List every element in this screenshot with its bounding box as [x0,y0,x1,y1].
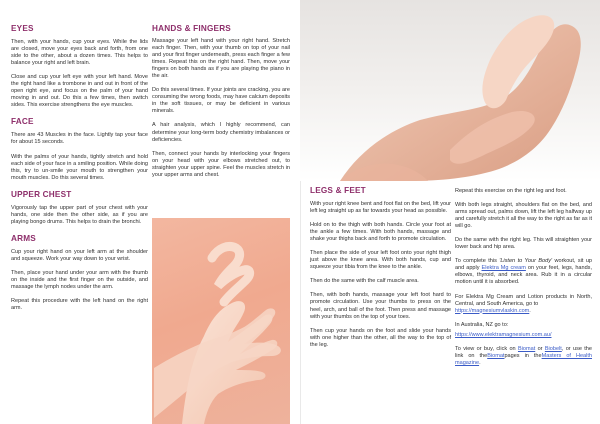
arms-paragraph-3: Repeat this procedure with the left hand on the right arm. [11,298,148,312]
col4-paragraph-2: With both legs straight, shoulders flat on the bed, and arms spread out, palms down, lift the left leg halfway up and carefully stretch it all the way to the right as far as it will go. [455,202,592,230]
biomat-link[interactable]: Biomat [517,345,536,352]
australia-url-link[interactable]: https://www.elektramagnesium.com.au/ [455,331,552,338]
elektra-mg-cream-link[interactable]: Elektra Mg cream [481,265,526,272]
legs-paragraph-2: Hold on to the thigh with both hands. Circle your foot at the ankle a few times. With both hands, massage and shake your thighs back and forth to promote circulation. [310,222,451,243]
hands-paragraph-3: A hair analysis, which I highly recommend, can determine your long-term body chemistry imbalances or deficiencies. [152,122,290,143]
col4-paragraph-1: Repeat this exercise on the right leg and foot. [455,188,567,194]
column-4 [455,188,592,367]
column-1 [11,0,148,312]
biobelt-link[interactable]: Biobelt [544,345,562,352]
feet-illustration [300,0,600,181]
eyes-paragraph-1: Then, with your hands, cup your eyes. While the lids are closed, move your eyes back and forth, from one side to the other, about a dozen times. This helps to balance your right and left brain. [11,39,148,67]
col4-paragraph-6: In Australia, NZ go to: [455,321,509,328]
arms-paragraph-2: Then, place your hand under your arm with the thumb on the inside and the first finger on the outside, and massage the lymph nodes under the arm. [11,269,148,291]
col4-paragraph-6-link [455,332,592,339]
hands-paragraph-1: Massage your left hand with your right hand. Stretch each finger. Then, with your thumb on top of your nail and your first finger underneath, press each finger a few times. Repeat this on the right hand. Then, move your fingers on both hands as if you are playing the piano in the air. [152,38,290,80]
col4-paragraph-4 [455,258,592,286]
text-span: , or use the link on the [455,345,592,359]
text-span: To view or buy, click on [455,345,518,352]
masters-of-health-link[interactable]: Masters of Health magazine [455,352,592,366]
col4-paragraph-5 [455,294,592,315]
legs-paragraph-3: Then place the side of your left foot onto your right thigh just above the knee area. With both hands, cup and squeeze your tibia from the knee to the ankle. [310,250,451,271]
legs-paragraph-5: Then, with both hands, massage your left foot hard to promote circulation. Use your thumbs to press on the heel, arch, and ball of the foot. Then press and massage with your thumbs on the top of your toes. [310,292,451,320]
hands-illustration [152,218,290,424]
text-span: workout, sit up and apply [455,258,593,272]
feet-photo [300,0,600,181]
col4-paragraph-3: Do the same with the right leg. This will straighten your lower back and hip area. [455,237,592,251]
column-2 [152,0,290,179]
upper-chest-paragraph: Vigorously tap the upper part of your chest with your hands, one side then the other side, as if you are playing bongo drums. This helps to drain the bronchi. [11,204,148,225]
workout-name: 'Listen to Your Body' [499,258,553,265]
hands-paragraph-4: Then, connect your hands by interlocking your fingers on your head with your elbows stretched out, to straighten your upper spine. Feel the muscles stretch in your upper arms and chest. [152,150,290,178]
column-3 [310,186,451,349]
face-heading: FACE [11,117,34,127]
text-span: To complete this [455,258,500,265]
legs-paragraph-6: Then cup your hands on the foot and slide your hands with one higher than the other, all the way to the top of the leg. [310,327,451,348]
face-paragraph-2: With the palms of your hands, tightly stretch and hold each side of your face in a smiling position. While doing this, try to un-smile your mouth to strengthen your mouth muscles. Do this several times. [11,153,148,181]
magnesium-url-link[interactable]: https://magnesiumvlaskin.com [455,307,530,314]
text-span: on your feet, legs, hands, elbows, thyroid, and neck area. Rub it in a circular motion until it is absorbed. [455,265,592,286]
hands-paragraph-2: Do this several times. If your joints are cracking, you are consuming the wrong foods, may have calcium deposits in the soft tissues, or may be deficient in various minerals. [152,87,290,115]
biomat-pages-link[interactable]: Biomat [487,352,505,359]
eyes-heading: EYES [11,24,34,33]
col4-paragraph-7 [455,346,592,367]
eyes-paragraph-2: Close and cup your left eye with your left hand. Move the right hand like a trombone in and out in front of the open right eye, and focus on the palm of your hand moving in and out. Do this a few times, then switch sides. This exercise strengthens the eye muscles. [11,74,148,109]
legs-heading: LEGS & FEET [310,186,366,195]
legs-paragraph-1: With your right knee bent and foot flat on the bed, lift your left leg straight up as far towards your head as possible. [310,201,451,215]
hands-photo [152,218,290,424]
text-span: For Elektra Mg Cream and Lotion products in North, Central, and South America, go to [455,293,592,307]
legs-paragraph-4: Then do the same with the calf muscle area. [310,278,419,285]
text-span: . [479,359,481,366]
text-span: or [535,345,545,352]
arms-heading: ARMS [11,233,36,243]
text-span: . [529,307,531,314]
upper-chest-heading: UPPER CHEST [11,189,72,199]
face-paragraph-1: There are 43 Muscles in the face. Lightly tap your face for about 15 seconds. [11,132,148,146]
arms-paragraph-1: Cup your right hand on your left arm at the shoulder and squeeze. Work your way down to your wrist. [11,248,148,262]
hands-heading: HANDS & FINGERS [152,24,231,33]
text-span: pages in the [504,352,542,359]
